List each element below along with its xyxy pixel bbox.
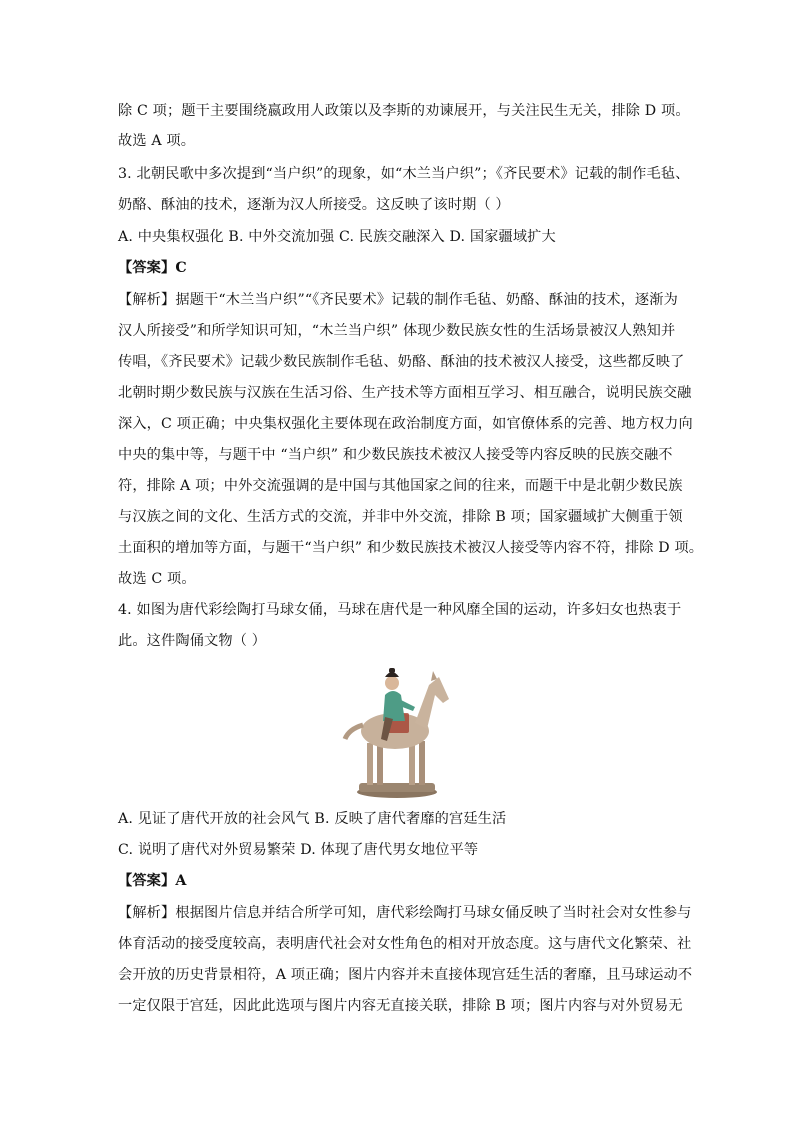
analysis-line: 会开放的历史背景相符，A 项正确；图片内容并未直接体现宫廷生活的奢靡，且马球运动不 (118, 967, 693, 983)
analysis-line: 北朝时期少数民族与汉族在生活习俗、生产技术等方面相互学习、相互融合，说明民族交融 (118, 385, 692, 401)
analysis-line: 传唱，《齐民要术》记载少数民族制作毛毡、奶酪、酥油的技术被汉人接受，这些都反映了 (118, 354, 685, 370)
text-line: 除 C 项；题干主要围绕嬴政用人政策以及李斯的劝谏展开，与关注民生无关，排除 D 项。 (118, 103, 690, 119)
question-3-stem: 3. 北朝民歌中多次提到“当户织”的现象，如“木兰当户织”；《齐民要术》记载的制作毛毡、 (118, 166, 690, 182)
question-3-options: A. 中央集权强化 B. 中外交流加强 C. 民族交融深入 D. 国家疆域扩大 (118, 229, 556, 245)
analysis-line: 一定仅限于宫廷，因此此选项与图片内容无直接关联，排除 B 项；图片内容与对外贸易无 (118, 998, 683, 1014)
question-3-stem-cont: 奶酪、酥油的技术，逐渐为汉人所接受。这反映了该时期（ ） (118, 197, 510, 213)
question-4-option-ab: A. 见证了唐代开放的社会风气 B. 反映了唐代奢靡的宫廷生活 (118, 811, 507, 827)
analysis-line: 汉人所接受”和所学知识可知，“木兰当户织” 体现少数民族女性的生活场景被汉人熟知并 (118, 323, 676, 339)
analysis-line: 体育活动的接受度较高，表明唐代社会对女性角色的相对开放态度。这与唐代文化繁荣、社 (118, 936, 692, 952)
text-line: 故选 C 项。 (118, 571, 196, 587)
analysis-line: 与汉族之间的文化、生活方式的交流，并非中外交流，排除 B 项；国家疆域扩大侧重于领 (118, 509, 683, 525)
analysis-line: 土面积的增加等方面，与题干“当户织” 和少数民族技术被汉人接受等内容不符，排除 D 项。 (118, 540, 704, 556)
analysis-line: 中央的集中等，与题干中 “当户织” 和少数民族技术被汉人接受等内容反映的民族交融不 (118, 447, 673, 463)
answer-label: 【答案】A (118, 873, 187, 889)
analysis-line: 【解析】据题干“木兰当户织”“《齐民要术》记载的制作毛毡、奶酪、酥油的技术，逐渐为 (118, 292, 678, 308)
question-4-option-cd: C. 说明了唐代对外贸易繁荣 D. 体现了唐代男女地位平等 (118, 842, 479, 858)
pottery-horse-polo-figurine-image (335, 655, 455, 800)
analysis-line: 【解析】根据图片信息并结合所学可知，唐代彩绘陶打马球女俑反映了当时社会对女性参与 (118, 905, 692, 921)
question-4-stem: 4. 如图为唐代彩绘陶打马球女俑，马球在唐代是一种风靡全国的运动，许多妇女也热衷于 (118, 602, 682, 618)
analysis-line: 符，排除 A 项；中外交流强调的是中国与其他国家之间的往来，而题干中是北朝少数民族 (118, 478, 683, 494)
text-line: 故选 A 项。 (118, 133, 196, 149)
answer-label: 【答案】C (118, 260, 187, 276)
analysis-line: 深入，C 项正确；中央集权强化主要体现在政治制度方面，如官僚体系的完善、地方权力向 (118, 416, 693, 432)
question-4-stem-cont: 此。这件陶俑文物（ ） (118, 633, 267, 649)
